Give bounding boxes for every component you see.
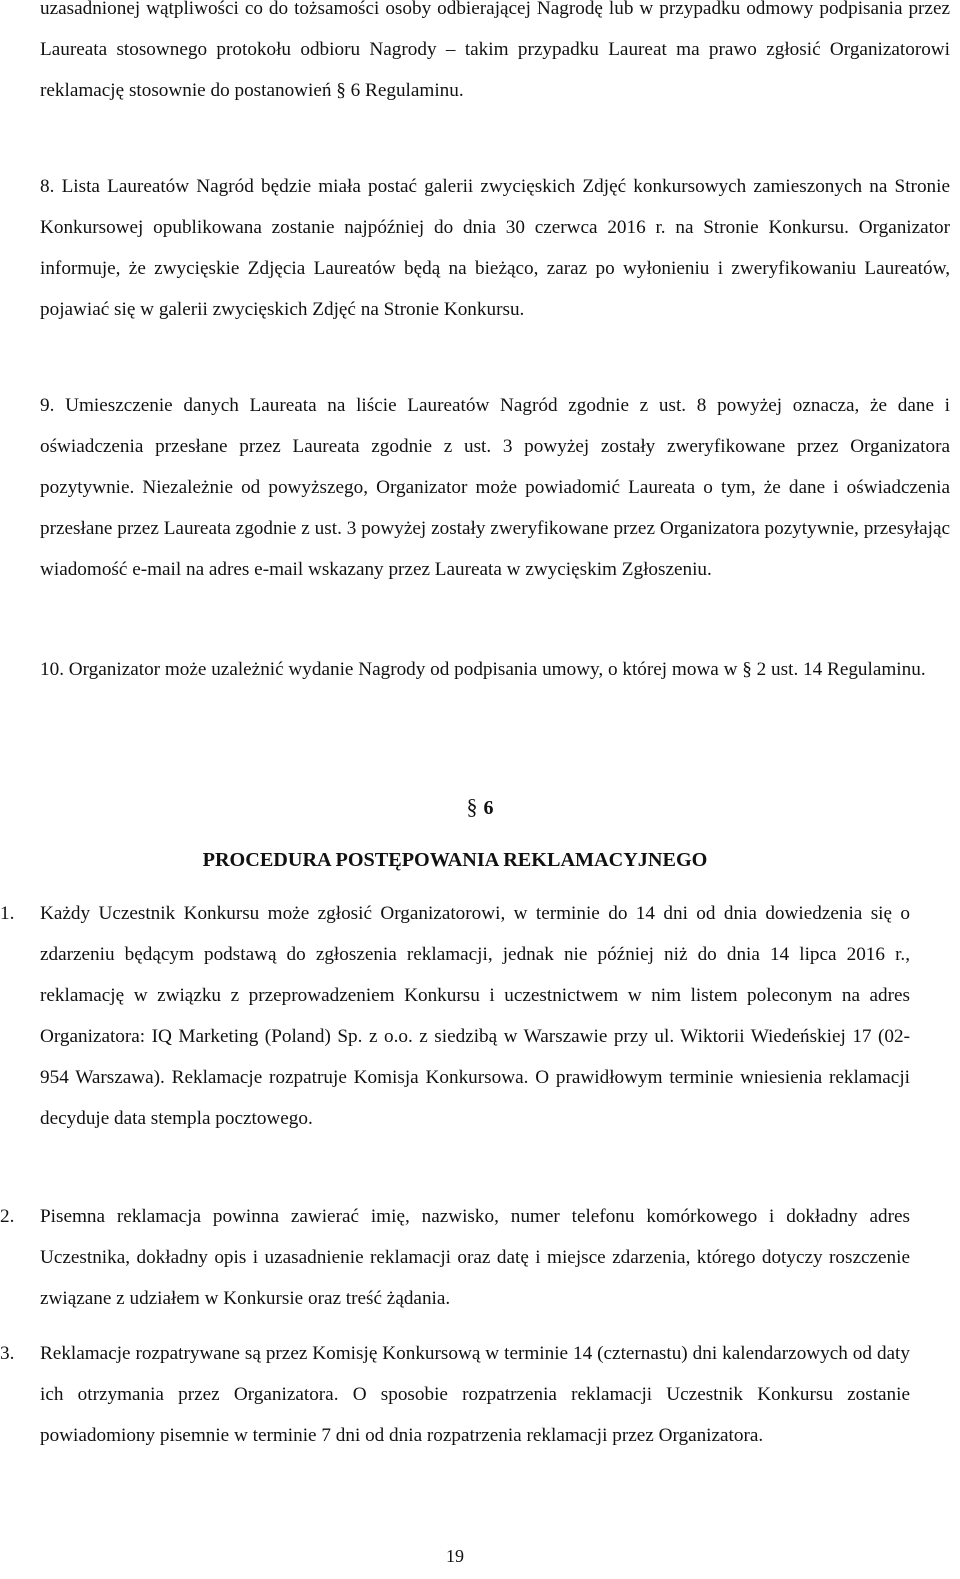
section-title (0, 840, 910, 881)
item-text: Pisemna reklamacja powinna zawierać imię, nazwisko, numer telefonu komórkowego i dokładny adres Uczestnika, dokładny opis i uzasadnienie reklamacji oraz datę i miejsce zdarzenia, którego dotyczy roszczenie związane z udziałem w Konkursie oraz treść żądania. (40, 1206, 910, 1309)
list-item (40, 166, 950, 330)
item-text: Reklamacje rozpatrywane są przez Komisję Konkursową w terminie 14 (czternastu) dni kalendarzowych od daty ich otrzymania przez Organizatora. O sposobie rozpatrzenia reklamacji Uczestnik Konkursu zostanie powiadomiony pisemnie w terminie 7 dni od dnia rozpatrzenia reklamacji przez Organizatora. (40, 1343, 910, 1446)
continuation-paragraph (40, 0, 950, 111)
list-item (40, 649, 950, 690)
item-number: 9. (40, 395, 55, 416)
list-item (40, 385, 950, 590)
list-item (0, 1196, 910, 1319)
item-number: 10. (40, 659, 64, 680)
continuation-text: uzasadnionej wątpliwości co do tożsamości osoby odbierającej Nagrodę lub w przypadku odmowy podpisania przez Laureata stosownego protokołu odbioru Nagrody – takim przypadku Laureat ma prawo zgłosić Organizatorowi reklamację stosownie do postanowień § 6 Regulaminu. (40, 0, 950, 101)
item-text: Lista Laureatów Nagród będzie miała postać galerii zwycięskich Zdjęć konkursowych zamieszonych na Stronie Konkursowej opublikowana zostanie najpóźniej do dnia 30 czerwca 2016 r. na Stronie Konkursu. Organizator informuje, że zwycięskie Zdjęcia Laureatów będą na bieżąco, zaraz po wyłonieniu i zweryfikowaniu Laureatów, pojawiać się w galerii zwycięskich Zdjęć na Stronie Konkursu. (40, 176, 950, 320)
item-text: Każdy Uczestnik Konkursu może zgłosić Organizatorowi, w terminie do 14 dni od dnia dowiedzenia się o zdarzeniu będącym podstawą do zgłoszenia reklamacji, jednak nie później niż do dnia 14 lipca 2016 r., reklamację w związku z przeprowadzeniem Konkursu i uczestnictwem w nim listem poleconym na adres Organizatora: IQ Marketing (Poland) Sp. z o.o. z siedzibą w Warszawie przy ul. Wiktorii Wiedeńskiej 17 (02-954 Warszawa). Reklamacje rozpatruje Komisja Konkursowa. O prawidłowym terminie wniesienia reklamacji decyduje data stempla pocztowego. (40, 903, 910, 1129)
section-heading (0, 786, 960, 829)
list-item (0, 1333, 910, 1456)
page-number (0, 1541, 910, 1571)
item-text: Umieszczenie danych Laureata na liście Laureatów Nagród zgodnie z ust. 8 powyżej oznacza, że dane i oświadczenia przesłane przez Laureata zgodnie z ust. 3 powyżej zostały zweryfikowane przez Organizatora pozytywnie. Niezależnie od powyższego, Organizator może powiadomić Laureata o tym, że dane i oświadczenia przesłane przez Laureata zgodnie z ust. 3 powyżej zostały zweryfikowane przez Organizatora pozytywnie, przesyłając wiadomość e-mail na adres e-mail wskazany przez Laureata w zwycięskim Zgłoszeniu. (40, 395, 951, 580)
page-number-text: 19 (446, 1546, 464, 1566)
section-symbol: § (466, 794, 478, 819)
section-title-text: PROCEDURA POSTĘPOWANIA REKLAMACYJNEGO (202, 849, 708, 871)
item-number: 8. (40, 176, 55, 197)
item-number: 3. (0, 1343, 15, 1364)
item-number: 2. (0, 1206, 15, 1227)
item-text: Organizator może uzależnić wydanie Nagrody od podpisania umowy, o której mowa w § 2 ust. 14 Regulaminu. (68, 659, 926, 680)
section-number: 6 (483, 797, 494, 819)
item-number: 1. (0, 903, 15, 924)
list-item (0, 893, 910, 1139)
